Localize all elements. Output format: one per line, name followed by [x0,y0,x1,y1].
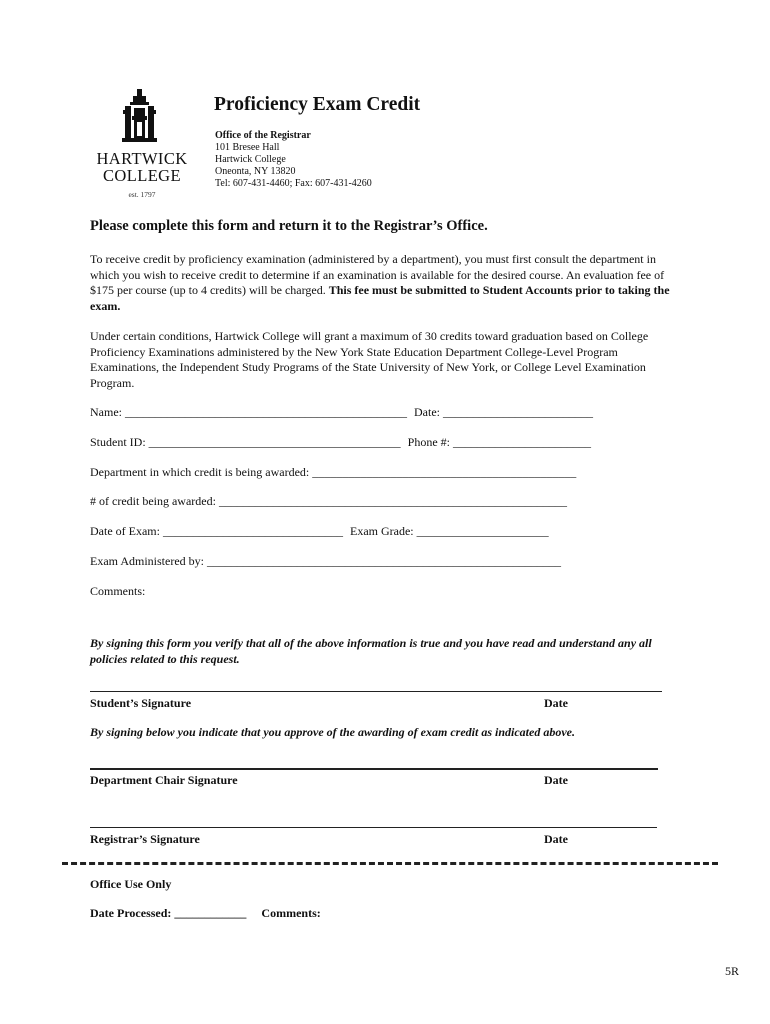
name-field-row [90,405,593,420]
chair-signature-label: Department Chair Signature [90,773,238,787]
credits-field[interactable]: # of credit being awarded: __________________________________________________________ [90,494,567,508]
cut-line-divider [62,862,718,865]
address-line-3: Oneonta, NY 13820 [215,166,296,177]
chair-date-label: Date [544,773,568,787]
verify-note: By signing this form you verify that all of the above information is true and you have read and understand any all policies related to this request. [90,636,652,666]
comments-field[interactable]: Comments: [90,584,146,598]
chair-signature-line[interactable] [90,768,658,770]
exam-date-field[interactable]: Date of Exam: ______________________________ [90,524,343,538]
exam-date-row [90,524,549,539]
hartwick-logo-icon [86,86,198,204]
address-line-1: 101 Bresee Hall [215,142,280,153]
exam-grade-field[interactable]: Exam Grade: ______________________ [349,524,549,538]
registrar-signature-label: Registrar’s Signature [90,832,200,846]
office-use-row [90,906,321,921]
name-field[interactable]: Name: _______________________________________________ [90,405,407,419]
administered-by-field[interactable]: Exam Administered by: ___________________________________________________________ [90,554,561,568]
registrar-signature-line[interactable] [90,827,657,828]
student-id-row [90,435,591,450]
student-date-label: Date [544,696,568,710]
logo-wordmark: HARTWICK COLLEGE [96,149,188,185]
department-field[interactable]: Department in which credit is being awarded: ____________________________________________ [90,465,577,479]
approve-note: By signing below you indicate that you approve of the awarding of exam credit as indicated above. [90,725,575,739]
address-line-2: Hartwick College [215,154,286,165]
form-title: Proficiency Exam Credit [214,94,421,115]
student-signature-line[interactable] [90,691,662,692]
registrar-date-label: Date [544,832,568,846]
student-id-field[interactable]: Student ID: __________________________________________ [90,435,401,449]
student-signature-label: Student’s Signature [90,696,192,710]
office-comments-field[interactable]: Comments: [261,906,321,920]
registrar-address-block [215,130,372,190]
date-processed-field[interactable]: Date Processed: ____________ [90,906,247,920]
office-use-heading: Office Use Only [90,877,172,891]
instructions-paragraph-2: Under certain conditions, Hartwick College will grant a maximum of 30 credits toward graduation based on College Proficiency Examinations administered by the New York State Education Department College-Level Program Examinations, the Independent Study Programs of the State University of New York, or College Level Examination Program. [90,329,649,390]
logo-established: est. 1797 [128,190,156,199]
contact-line: Tel: 607-431-4460; Fax: 607-431-4260 [215,178,372,189]
phone-field[interactable]: Phone #: _______________________ [407,435,592,449]
instructions-paragraph-1: To receive credit by proficiency examination (administered by a department), you must first consult the department in which you wish to receive credit to determine if an examination is available for the desired course. An evaluation fee of $175 per course (up to 4 credits) will be charged. This fee must be submitted to Student Accounts prior to taking the exam. [90,252,670,313]
fee-note: This fee must be submitted to Student Accounts prior to taking the exam. [90,283,670,313]
instructions-heading: Please complete this form and return it to the Registrar’s Office. [90,218,488,234]
page-number: 5R [725,964,740,978]
date-field[interactable]: Date: _________________________ [414,405,593,419]
office-name: Office of the Registrar [215,130,311,141]
